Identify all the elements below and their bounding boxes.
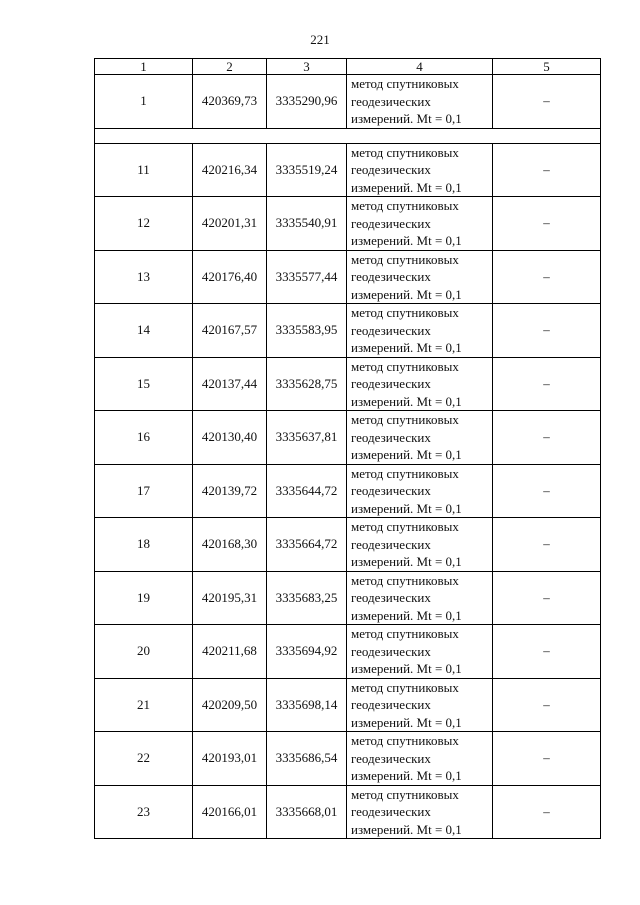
coordinate-y: 3335519,24 xyxy=(267,143,347,197)
column-5-value: – xyxy=(493,518,601,572)
method-line: геодезических xyxy=(351,804,431,819)
table-row xyxy=(95,411,601,465)
method-description xyxy=(347,143,493,197)
method-line: измерений. Mt = 0,1 xyxy=(351,447,462,462)
method-line: геодезических xyxy=(351,483,431,498)
method-line: измерений. Mt = 0,1 xyxy=(351,393,462,409)
table-row xyxy=(95,357,601,411)
column-5-value: – xyxy=(493,304,601,358)
point-number: 19 xyxy=(95,571,193,625)
table-row xyxy=(95,625,601,679)
method-line: измерений. Mt = 0,1 xyxy=(351,233,462,248)
table-row xyxy=(95,571,601,625)
coordinate-y: 3335290,96 xyxy=(267,75,347,129)
method-line: метод спутниковых xyxy=(351,679,459,695)
method-description xyxy=(347,518,493,572)
coordinate-y: 3335686,54 xyxy=(267,732,347,786)
coordinate-y: 3335637,81 xyxy=(267,411,347,465)
method-description xyxy=(347,571,493,625)
method-line: геодезических xyxy=(351,215,431,231)
coordinate-x: 420209,50 xyxy=(193,678,267,732)
column-5-value: – xyxy=(493,250,601,304)
method-line: геодезических xyxy=(351,93,431,109)
column-header-4: 4 xyxy=(347,59,493,75)
column-5-value: – xyxy=(493,464,601,518)
coordinate-y: 3335668,01 xyxy=(267,785,347,839)
table-row xyxy=(95,197,601,251)
point-number: 16 xyxy=(95,411,193,465)
method-line: геодезических xyxy=(351,590,431,605)
method-description xyxy=(347,75,493,129)
method-line: метод спутниковых xyxy=(351,465,459,481)
point-number: 13 xyxy=(95,250,193,304)
table-row xyxy=(95,75,601,129)
point-number: 23 xyxy=(95,785,193,839)
page-number: 221 xyxy=(310,32,330,47)
point-number: 14 xyxy=(95,304,193,358)
column-5-value: – xyxy=(493,143,601,197)
coordinate-y: 3335577,44 xyxy=(267,250,347,304)
method-line: геодезических xyxy=(351,376,431,391)
method-line: метод спутниковых xyxy=(351,358,459,374)
table-row xyxy=(95,464,601,518)
separator-cell xyxy=(95,128,601,143)
coordinate-y: 3335683,25 xyxy=(267,571,347,625)
method-line: метод спутниковых xyxy=(351,144,459,160)
table-row xyxy=(95,143,601,197)
method-line: измерений. Mt = 0,1 xyxy=(351,768,462,783)
method-line: метод спутниковых xyxy=(351,412,459,427)
method-line: геодезических xyxy=(351,697,431,712)
method-line: геодезических xyxy=(351,750,431,766)
method-description xyxy=(347,411,493,465)
method-line: измерений. Mt = 0,1 xyxy=(351,714,462,730)
method-line: измерений. Mt = 0,1 xyxy=(351,340,462,355)
coordinate-x: 420211,68 xyxy=(193,625,267,679)
method-line: геодезических xyxy=(351,643,431,659)
coordinate-x: 420195,31 xyxy=(193,571,267,625)
coordinate-y: 3335628,75 xyxy=(267,357,347,411)
method-line: измерений. Mt = 0,1 xyxy=(351,661,462,676)
point-number: 22 xyxy=(95,732,193,786)
column-header-2: 2 xyxy=(193,59,267,75)
coordinate-y: 3335664,72 xyxy=(267,518,347,572)
column-5-value: – xyxy=(493,197,601,251)
method-description xyxy=(347,732,493,786)
column-5-value: – xyxy=(493,411,601,465)
point-number: 11 xyxy=(95,143,193,197)
method-line: метод спутниковых xyxy=(351,76,459,91)
method-line: метод спутниковых xyxy=(351,626,459,641)
method-line: геодезических xyxy=(351,536,431,552)
method-line: метод спутниковых xyxy=(351,519,459,534)
method-line: метод спутниковых xyxy=(351,733,459,748)
method-line: геодезических xyxy=(351,429,431,445)
method-description xyxy=(347,785,493,839)
method-line: измерений. Mt = 0,1 xyxy=(351,821,462,837)
method-line: геодезических xyxy=(351,269,431,284)
coordinate-x: 420130,40 xyxy=(193,411,267,465)
point-number: 15 xyxy=(95,357,193,411)
point-number: 20 xyxy=(95,625,193,679)
method-description xyxy=(347,304,493,358)
table-row xyxy=(95,785,601,839)
method-line: метод спутниковых xyxy=(351,305,459,320)
method-line: метод спутниковых xyxy=(351,198,459,213)
coordinate-x: 420137,44 xyxy=(193,357,267,411)
column-5-value: – xyxy=(493,732,601,786)
coordinate-x: 420168,30 xyxy=(193,518,267,572)
column-header-5: 5 xyxy=(493,59,601,75)
coordinate-y: 3335583,95 xyxy=(267,304,347,358)
table-row xyxy=(95,678,601,732)
method-line: измерений. Mt = 0,1 xyxy=(351,286,462,302)
method-line: геодезических xyxy=(351,322,431,338)
point-number: 21 xyxy=(95,678,193,732)
coordinate-x: 420176,40 xyxy=(193,250,267,304)
method-line: метод спутниковых xyxy=(351,572,459,588)
table-row xyxy=(95,732,601,786)
point-number: 17 xyxy=(95,464,193,518)
method-line: метод спутниковых xyxy=(351,251,459,267)
coordinate-x: 420166,01 xyxy=(193,785,267,839)
method-line: геодезических xyxy=(351,162,431,177)
column-5-value: – xyxy=(493,571,601,625)
coordinates-table xyxy=(94,58,601,839)
column-header-1: 1 xyxy=(95,59,193,75)
method-line: измерений. Mt = 0,1 xyxy=(351,179,462,195)
coordinate-y: 3335540,91 xyxy=(267,197,347,251)
table-row xyxy=(95,250,601,304)
coordinate-x: 420201,31 xyxy=(193,197,267,251)
coordinate-y: 3335644,72 xyxy=(267,464,347,518)
coordinate-y: 3335694,92 xyxy=(267,625,347,679)
coordinate-x: 420139,72 xyxy=(193,464,267,518)
coordinate-x: 420193,01 xyxy=(193,732,267,786)
method-line: метод спутниковых xyxy=(351,786,459,802)
method-description xyxy=(347,250,493,304)
method-description xyxy=(347,464,493,518)
column-5-value: – xyxy=(493,625,601,679)
column-5-value: – xyxy=(493,678,601,732)
method-line: измерений. Mt = 0,1 xyxy=(351,554,462,569)
method-line: измерений. Mt = 0,1 xyxy=(351,500,462,516)
point-number: 18 xyxy=(95,518,193,572)
method-description xyxy=(347,357,493,411)
coordinate-x: 420369,73 xyxy=(193,75,267,129)
separator-row xyxy=(95,128,601,143)
table-header-row xyxy=(95,59,601,75)
column-5-value: – xyxy=(493,785,601,839)
column-5-value: – xyxy=(493,75,601,129)
point-number: 12 xyxy=(95,197,193,251)
method-line: измерений. Mt = 0,1 xyxy=(351,111,462,126)
coordinate-x: 420216,34 xyxy=(193,143,267,197)
method-description xyxy=(347,197,493,251)
method-line: измерений. Mt = 0,1 xyxy=(351,607,462,623)
coordinate-y: 3335698,14 xyxy=(267,678,347,732)
point-number: 1 xyxy=(95,75,193,129)
column-header-3: 3 xyxy=(267,59,347,75)
method-description xyxy=(347,625,493,679)
table-row xyxy=(95,304,601,358)
method-description xyxy=(347,678,493,732)
column-5-value: – xyxy=(493,357,601,411)
coordinate-x: 420167,57 xyxy=(193,304,267,358)
table-row xyxy=(95,518,601,572)
